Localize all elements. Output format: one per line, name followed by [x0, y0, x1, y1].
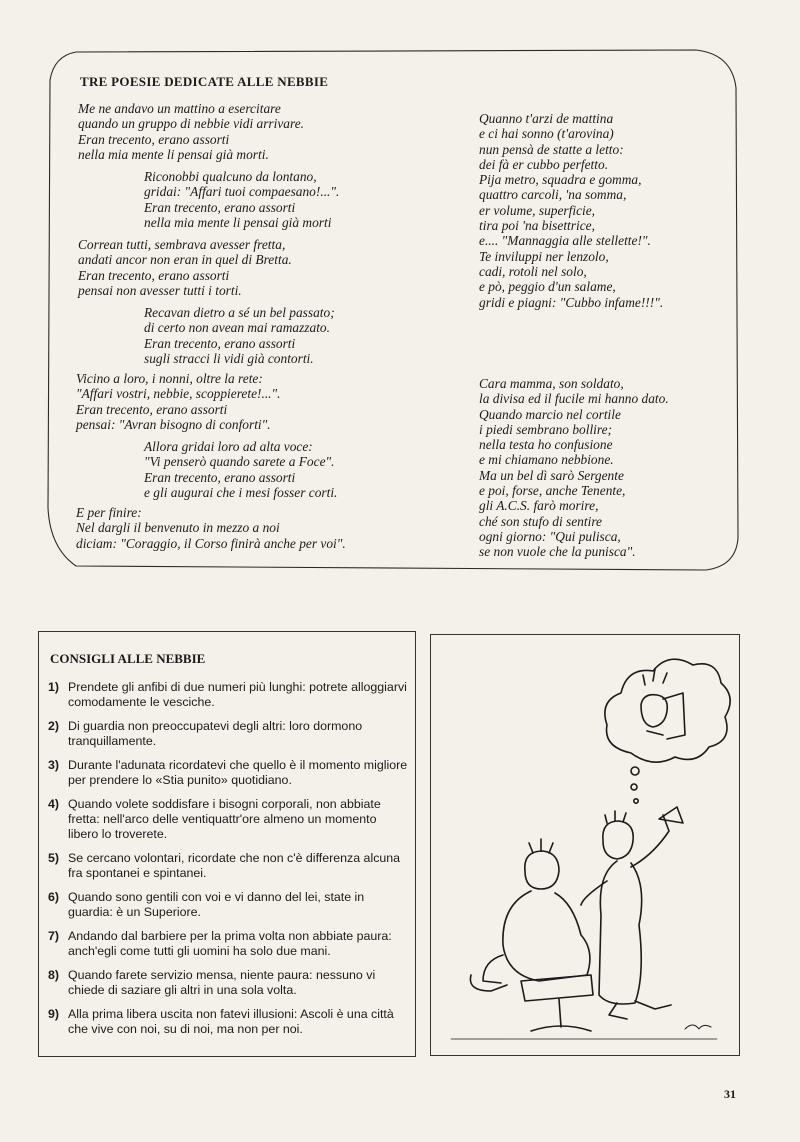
verse-line: cadi, rotoli nel solo,	[479, 263, 587, 279]
advice-item	[48, 758, 410, 788]
advice-text: Prendete gli anfibi di due numeri più lunghi: potrete alloggiarvi comodamente le vesciche.	[68, 680, 407, 709]
verse-line: Recavan dietro a sé un bel passato;	[144, 305, 335, 320]
advice-number: 3)	[48, 758, 60, 772]
verse-line: Riconobbi qualcuno da lontano,	[144, 169, 317, 184]
verse-line: gridi e piagni: "Cubbo infame!!!".	[479, 294, 664, 310]
verse-line: pensai: "Avran bisogno di conforti".	[76, 416, 271, 432]
advice-text: Se cercano volontari, ricordate che non c'è differenza alcuna fra spontanei e spintanei.	[68, 851, 401, 880]
verse-line: dei fà er cubbo perfetto.	[479, 156, 609, 172]
verse-line: nella mia mente li pensai già morti.	[78, 146, 269, 162]
advice-text: Quando farete servizio mensa, niente paura: nessuno vi chiede di saziare gli altri in una sola volta.	[68, 968, 376, 997]
stanza-2	[144, 169, 339, 230]
verse-line: se non vuole che la punisca".	[479, 544, 636, 560]
verse-line: gli A.C.S. farò morire,	[479, 498, 599, 514]
verse-line: e.... "Mannaggia alle stellette!".	[479, 233, 651, 249]
verse-line: e ci hai sonno (t'arovina)	[479, 126, 614, 142]
advice-number: 8)	[48, 968, 60, 982]
advice-item	[48, 719, 410, 749]
right-poem-1	[479, 111, 663, 310]
advice-list	[48, 680, 410, 1046]
verse-line: Pija metro, squadra e gomma,	[479, 172, 642, 188]
advice-number: 9)	[48, 1007, 60, 1021]
page-number: 31	[724, 1087, 736, 1101]
verse-line: Eran trecento, erano assorti	[144, 199, 296, 215]
verse-line: e gli augurai che i mesi fosser corti.	[144, 484, 338, 500]
advice-number: 2)	[48, 719, 60, 733]
advice-item	[48, 929, 410, 959]
advice-item	[48, 680, 410, 710]
barber-cartoon-icon	[431, 635, 739, 1055]
verse-line: Eran trecento, erano assorti	[144, 335, 296, 351]
verse-line: e mi chiamano nebbione.	[479, 452, 614, 468]
verse-line: andati ancor non eran in quel di Bretta.	[78, 252, 292, 268]
stanza-7	[76, 505, 346, 551]
verse-line: er volume, superficie,	[479, 202, 596, 218]
verse-line: Me ne andavo un mattino a esercitare	[78, 101, 281, 116]
verse-line: "Vi penserò quando sarete a Foce".	[144, 454, 335, 470]
verse-line: Cara mamma, son soldato,	[479, 376, 624, 391]
verse-line: E per finire:	[76, 505, 142, 520]
verse-line: i piedi sembrano bollire;	[479, 421, 613, 437]
advice-text: Quando volete soddisfare i bisogni corporali, non abbiate fretta: nell'arco delle ventiquattr'ore almeno un momento libero lo troverete.	[68, 797, 381, 841]
advice-item	[48, 890, 410, 920]
verse-line: pensai non avesser tutti i torti.	[78, 282, 242, 298]
advice-text: Quando sono gentili con voi e vi danno del lei, state in guardia: è un Superiore.	[68, 890, 365, 919]
verse-line: nella mia mente li pensai già morti	[144, 214, 332, 230]
verse-line: e pò, peggio d'un salame,	[479, 279, 616, 295]
verse-line: la divisa ed il fucile mi hanno dato.	[479, 391, 669, 407]
verse-line: nun pensà de statte a letto:	[479, 141, 624, 157]
cartoon-panel	[430, 634, 740, 1056]
advice-number: 5)	[48, 851, 60, 865]
verse-line: Quando marcio nel cortile	[479, 406, 621, 422]
verse-line: diciam: "Coraggio, il Corso finirà anche per voi".	[76, 535, 346, 551]
advice-number: 7)	[48, 929, 60, 943]
advice-item	[48, 851, 410, 881]
verse-line: Eran trecento, erano assorti	[78, 131, 230, 147]
verse-line: sugli stracci li vidi già contorti.	[144, 350, 314, 366]
verse-line: gridai: "Affari tuoi compaesano!...".	[144, 184, 340, 200]
verse-line: "Affari vostri, nebbie, scoppierete!...".	[76, 386, 281, 402]
advice-text: Di guardia non preoccupatevi degli altri: loro dormono tranquillamente.	[68, 719, 363, 748]
stanza-6	[144, 439, 337, 500]
verse-line: Eran trecento, erano assorti	[76, 401, 228, 417]
right-poem-2	[479, 376, 669, 560]
advice-item	[48, 968, 410, 998]
advice-title: CONSIGLI ALLE NEBBIE	[50, 651, 206, 666]
verse-line: quando un gruppo di nebbie vidi arrivare.	[78, 116, 305, 132]
verse-line: ogni giorno: "Qui pulisca,	[479, 528, 621, 544]
verse-line: di certo non avean mai ramazzato.	[144, 320, 330, 336]
stanza-4	[144, 305, 335, 366]
advice-number: 6)	[48, 890, 60, 904]
stanza-3	[78, 237, 292, 298]
stanza-5	[76, 371, 281, 432]
advice-item	[48, 797, 410, 842]
verse-line: quattro carcoli, 'na somma,	[479, 187, 627, 203]
verse-line: Te inviluppi ner lenzolo,	[479, 248, 609, 264]
advice-number: 1)	[48, 680, 60, 694]
verse-line: Eran trecento, erano assorti	[78, 267, 230, 283]
advice-text: Andando dal barbiere per la prima volta non abbiate paura: anch'egli come tutti gli uomini ha solo due mani.	[68, 929, 392, 958]
verse-line: nella testa ho confusione	[479, 437, 613, 453]
verse-line: e poi, forse, anche Tenente,	[479, 483, 626, 499]
poems-title: TRE POESIE DEDICATE ALLE NEBBIE	[80, 74, 329, 89]
verse-line: Vicino a loro, i nonni, oltre la rete:	[76, 371, 263, 386]
verse-line: Ma un bel dì sarò Sergente	[479, 467, 624, 483]
advice-number: 4)	[48, 797, 60, 811]
advice-text: Durante l'adunata ricordatevi che quello è il momento migliore per prendere lo «Stia punito» quotidiano.	[68, 758, 408, 787]
verse-line: Nel dargli il benvenuto in mezzo a noi	[76, 520, 280, 536]
verse-line: ché son stufo di sentire	[479, 513, 602, 529]
verse-line: Allora gridai loro ad alta voce:	[144, 439, 313, 454]
verse-line: Eran trecento, erano assorti	[144, 469, 296, 485]
advice-item	[48, 1007, 410, 1037]
verse-line: Correan tutti, sembrava avesser fretta,	[78, 237, 286, 252]
advice-text: Alla prima libera uscita non fatevi illusioni: Ascoli è una città che vive con noi, su di noi, ma non per noi.	[68, 1007, 394, 1036]
stanza-1	[78, 101, 304, 162]
verse-line: Quanno t'arzi de mattina	[479, 111, 614, 126]
verse-line: tira poi 'na bisettrice,	[479, 218, 595, 234]
